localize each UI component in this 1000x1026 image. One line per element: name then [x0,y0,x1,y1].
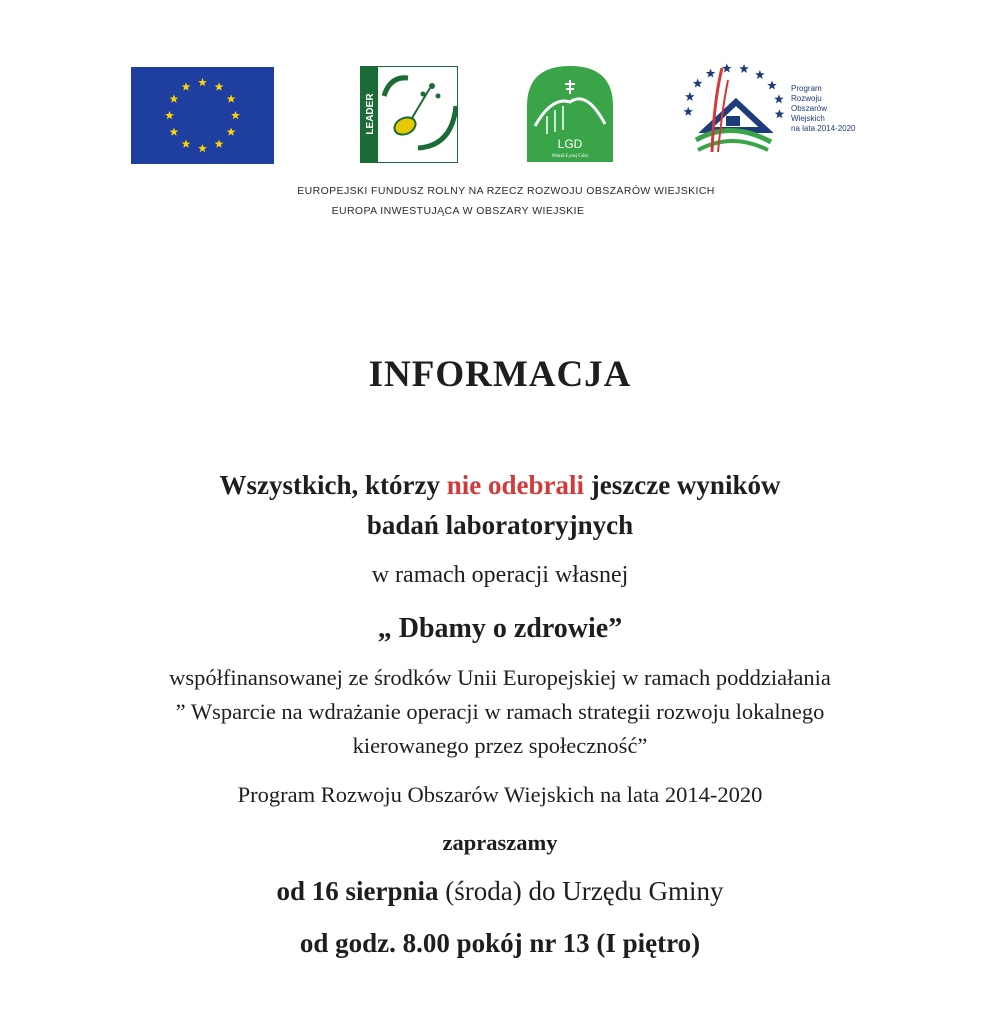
program-name: Program Rozwoju Obszarów Wiejskich na lata 2014-2020 [237,782,763,807]
invitation-word: zapraszamy [442,830,558,855]
star-icon [683,107,693,116]
star-icon [755,70,765,79]
prow-text-line: Obszarów [791,104,828,113]
page-title: INFORMACJA [368,354,632,395]
prow-logo-text [791,84,856,134]
leader-logo-icon [360,66,458,163]
fund-line-1: EUROPEJSKI FUNDUSZ ROLNY NA RZECZ ROZWOJU OBSZARÓW WIEJSKICH [297,185,715,197]
lgd-logo-icon [527,66,613,162]
prow-text-line: Rozwoju [791,94,822,103]
notice-line-1-end: jeszcze wyników [584,470,781,500]
lgd-logo-label: LGD [557,137,583,151]
prow-text-line: na lata 2014-2020 [791,124,856,133]
logo-bar [0,0,1000,170]
star-icon [775,109,785,118]
prow-text-line: Wiejskich [791,114,825,123]
notice-line-5: współfinansowanej ze środków Unii Europejskiej w ramach poddziałania [169,665,831,690]
time-room-line: od godz. 8.00 pokój nr 13 (I piętro) [299,928,701,958]
notice-line-1-start: Wszystkich, którzy [219,470,447,500]
operation-name: „ Dbamy o zdrowie” [377,613,623,644]
date-line [0,876,1000,907]
date-line-rest: (środa) do Urzędu Gminy [445,876,724,906]
eu-flag-icon [131,67,274,164]
star-icon [685,92,695,101]
star-icon [774,94,784,103]
fund-line-2: EUROPA INWESTUJĄCA W OBSZARY WIEJSKIE [331,205,585,217]
date-line-bold: od 16 sierpnia [276,876,446,906]
lgd-logo-caption: Wokół Łysej Góry [551,154,589,159]
star-icon [739,64,749,73]
prow-text-line: Program [791,84,822,93]
star-icon [767,81,777,90]
notice-line-2: badań laboratoryjnych [366,510,634,540]
notice-line-1-highlight: nie odebrali [446,470,585,500]
notice-line-6: ” Wsparcie na wdrażanie operacji w ramach strategii rozwoju lokalnego [175,699,825,724]
star-icon [693,78,703,87]
star-icon [722,63,732,72]
star-icon [706,69,716,78]
leader-logo-text: LEADER [365,93,376,135]
notice-line-7: kierowanego przez społeczność” [352,733,648,758]
notice-line-3: w ramach operacji własnej [371,562,629,588]
notice-line-1 [0,470,1000,501]
